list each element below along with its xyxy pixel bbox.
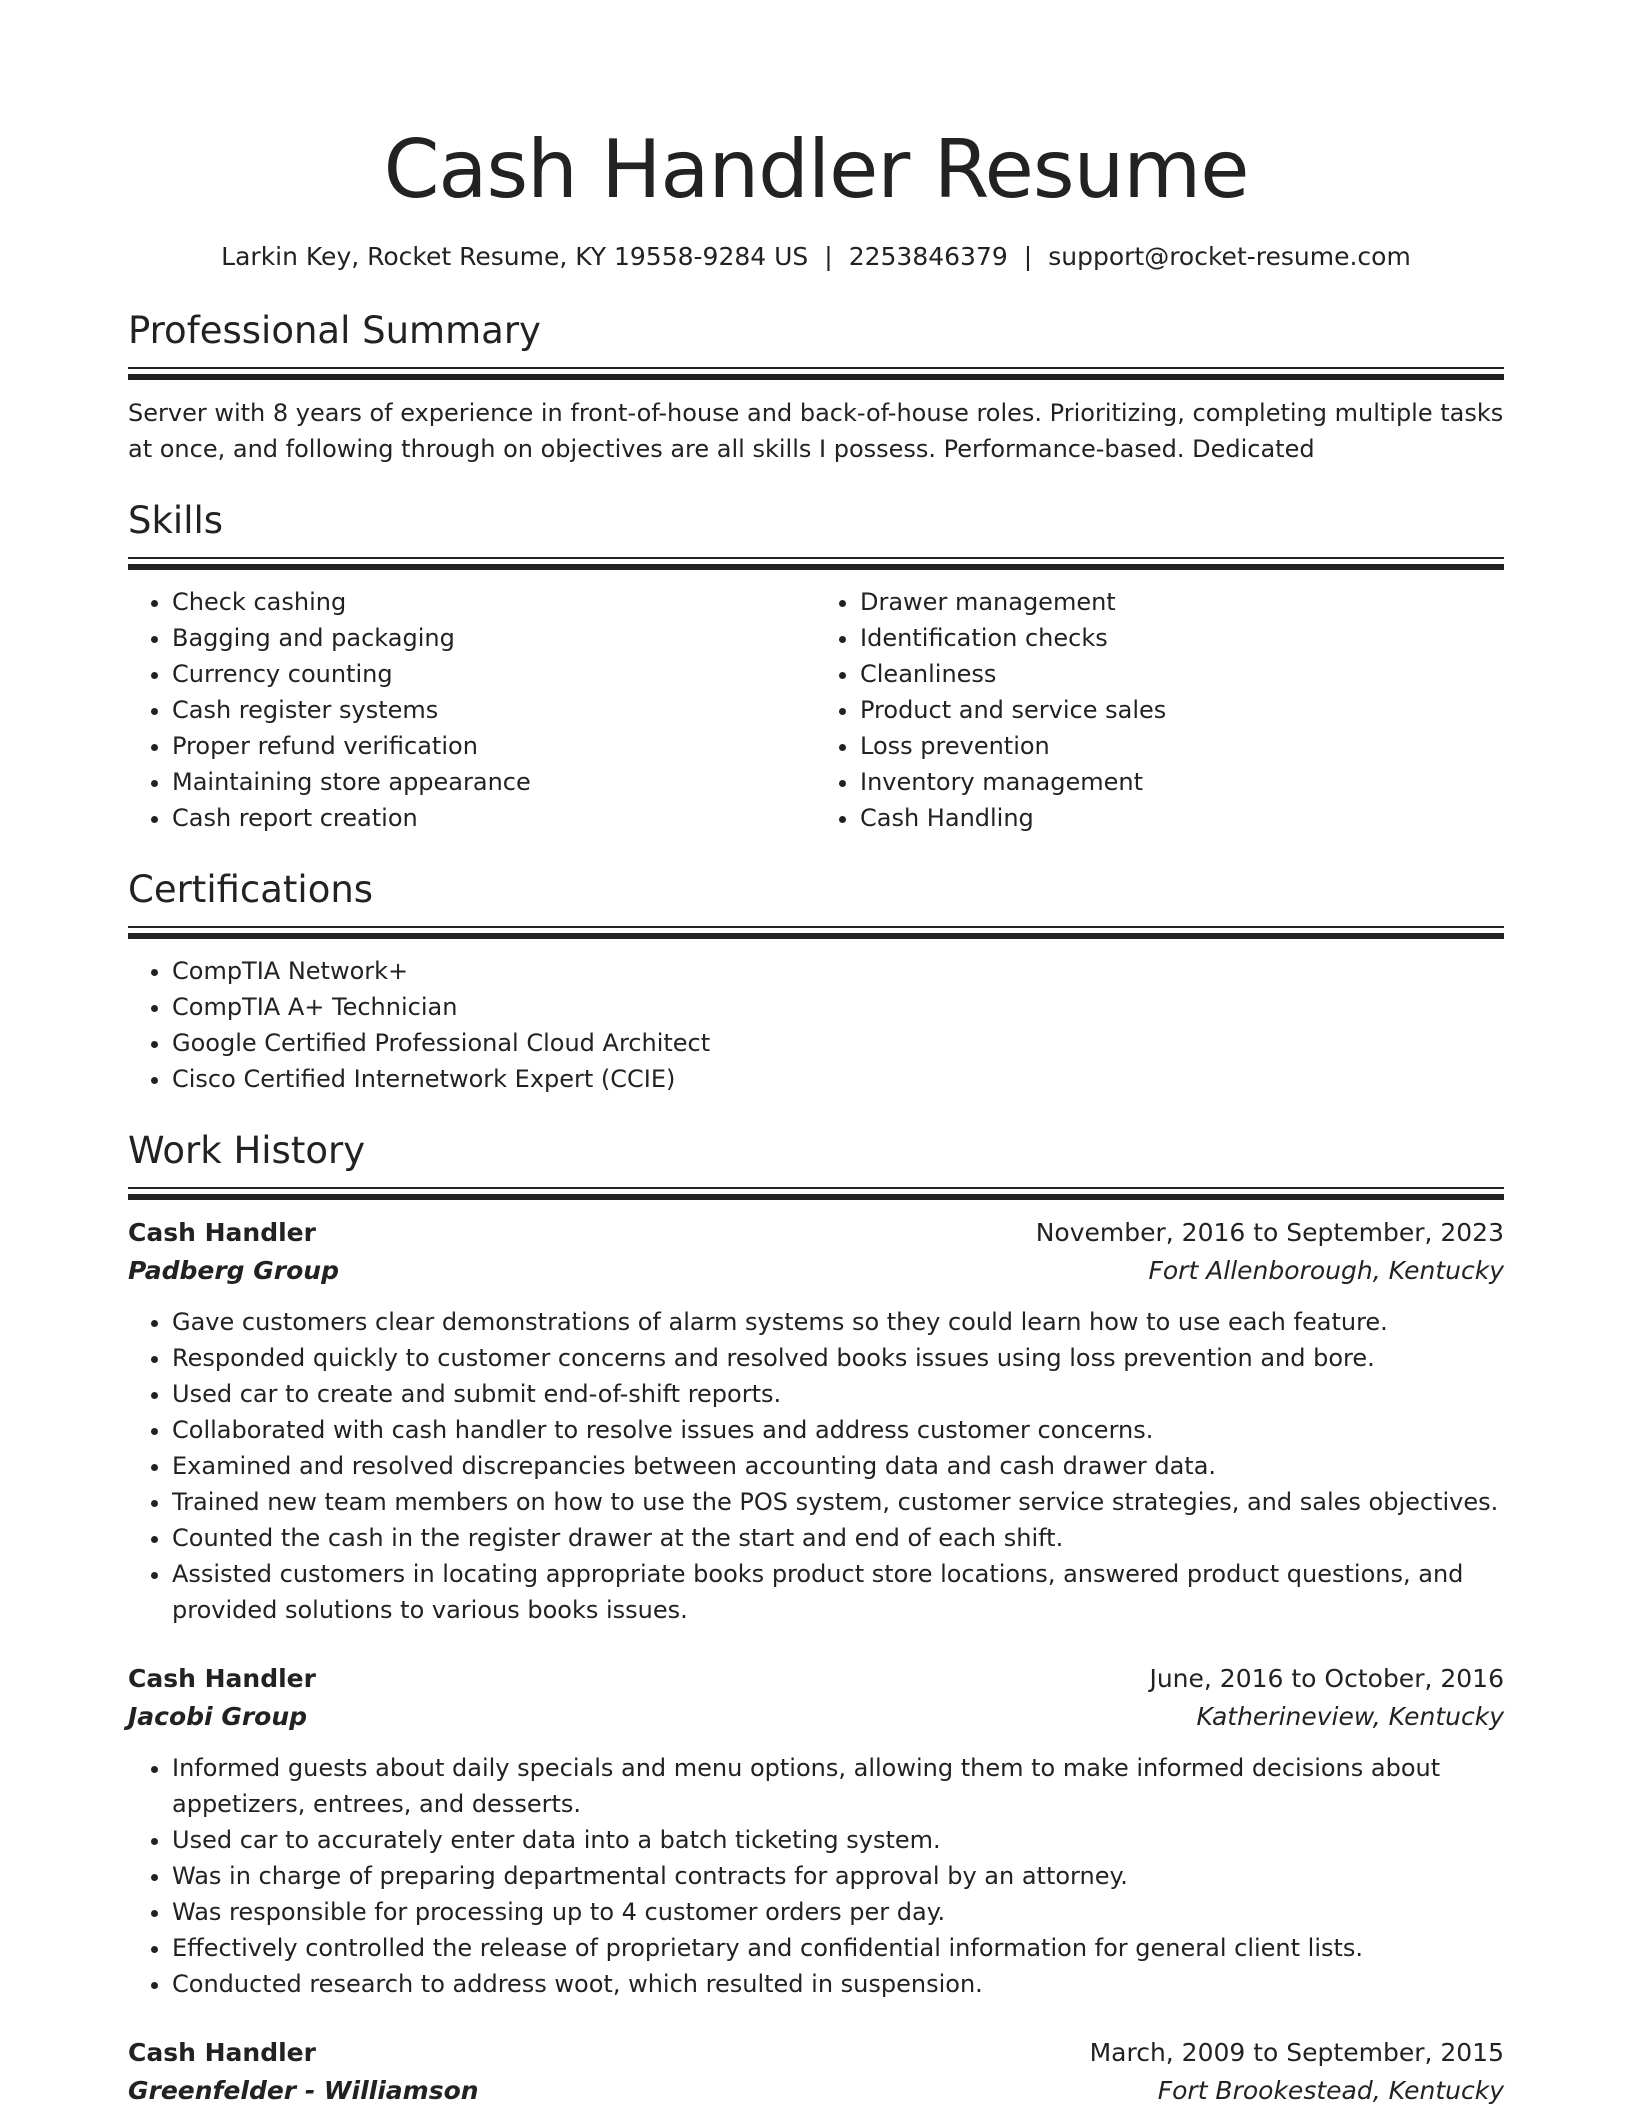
section-heading-summary: Professional Summary	[128, 309, 541, 352]
job-company: Padberg Group	[128, 1256, 339, 1285]
job-location: Fort Brookestead, Kentucky	[1157, 2076, 1504, 2105]
contact-separator: |	[1023, 242, 1033, 271]
certification-item: • Cisco Certified Internetwork Expert (CCIE)	[172, 1061, 1504, 1097]
job-entry	[128, 1214, 1504, 1628]
certification-item: • CompTIA Network+	[172, 953, 1504, 989]
job-header	[128, 1660, 1504, 1698]
skill-item: • Loss prevention	[860, 728, 1504, 764]
job-subheader	[128, 1252, 1504, 1290]
job-header	[128, 2034, 1504, 2072]
resume-title: Cash Handler Resume	[383, 123, 1249, 216]
job-bullet: • Responded quickly to customer concerns and resolved books issues using loss prevention and bore.	[172, 1340, 1504, 1376]
job-bullet: • Counted the cash in the register drawer at the start and end of each shift.	[172, 1520, 1504, 1556]
section-heading-certifications: Certifications	[128, 868, 374, 911]
job-bullet: • Examined and resolved discrepancies between accounting data and cash drawer data.	[172, 1448, 1504, 1484]
job-location: Katherineview, Kentucky	[1196, 1702, 1504, 1731]
certification-item: • CompTIA A+ Technician	[172, 989, 1504, 1025]
section-heading-work-history: Work History	[128, 1129, 366, 1172]
skills-columns	[128, 584, 1504, 836]
skills-list-left	[128, 584, 816, 836]
resume-page	[128, 0, 1504, 2110]
job-bullet: • Trained new team members on how to use the POS system, customer service strategies, and sales objectives.	[172, 1484, 1504, 1520]
job-title: Cash Handler	[128, 1664, 316, 1693]
skill-item: • Check cashing	[172, 584, 816, 620]
skill-item: • Inventory management	[860, 764, 1504, 800]
job-bullet: • Used car to create and submit end-of-shift reports.	[172, 1376, 1504, 1412]
skill-item: • Identification checks	[860, 620, 1504, 656]
contact-email: support@rocket-resume.com	[1048, 242, 1411, 271]
job-bullet: • Conducted research to address woot, which resulted in suspension.	[172, 1966, 1504, 2002]
skill-item: • Bagging and packaging	[172, 620, 816, 656]
section-divider	[128, 926, 1504, 939]
job-title: Cash Handler	[128, 1218, 316, 1247]
summary-text: Server with 8 years of experience in front-of-house and back-of-house roles. Prioritizing, completing multiple tasks at once, and following through on objectives are all skills I possess. Performance-based. Dedicated	[128, 399, 1504, 463]
job-dates: March, 2009 to September, 2015	[1089, 2038, 1504, 2067]
job-company: Greenfelder - Williamson	[128, 2076, 479, 2105]
skill-item: • Cash Handling	[860, 800, 1504, 836]
job-bullet: • Informed guests about daily specials and menu options, allowing them to make informed decisions about appetizers, entrees, and desserts.	[172, 1750, 1504, 1822]
job-bullet: • Was responsible for processing up to 4 customer orders per day.	[172, 1894, 1504, 1930]
job-bullet-list	[128, 1750, 1504, 2002]
contact-phone: 2253846379	[848, 242, 1008, 271]
job-bullet: • Was in charge of preparing departmental contracts for approval by an attorney.	[172, 1858, 1504, 1894]
job-bullet: • Collaborated with cash handler to resolve issues and address customer concerns.	[172, 1412, 1504, 1448]
job-title: Cash Handler	[128, 2038, 316, 2067]
job-entry	[128, 2034, 1504, 2110]
summary-section	[128, 307, 1504, 467]
contact-separator: |	[824, 242, 833, 271]
skill-item: • Currency counting	[172, 656, 816, 692]
skill-item: • Cleanliness	[860, 656, 1504, 692]
certifications-list	[128, 953, 1504, 1097]
certification-item: • Google Certified Professional Cloud Architect	[172, 1025, 1504, 1061]
skills-section	[128, 497, 1504, 836]
job-bullet: • Effectively controlled the release of proprietary and confidential information for general client lists.	[172, 1930, 1504, 1966]
skill-item: • Drawer management	[860, 584, 1504, 620]
job-bullet: • Assisted customers in locating appropriate books product store locations, answered product questions, and provided solutions to various books issues.	[172, 1556, 1504, 1628]
job-company: Jacobi Group	[128, 1702, 308, 1731]
job-bullet: • Used car to accurately enter data into a batch ticketing system.	[172, 1822, 1504, 1858]
skill-item: • Cash register systems	[172, 692, 816, 728]
section-divider	[128, 367, 1504, 380]
job-header	[128, 1214, 1504, 1252]
job-dates: June, 2016 to October, 2016	[1149, 1664, 1504, 1693]
skill-item: • Cash report creation	[172, 800, 816, 836]
section-divider	[128, 1187, 1504, 1200]
skills-list-right	[816, 584, 1504, 836]
job-subheader	[128, 1698, 1504, 1736]
section-heading-skills: Skills	[128, 499, 224, 542]
job-entry	[128, 1660, 1504, 2002]
skill-item: • Maintaining store appearance	[172, 764, 816, 800]
job-bullet-list	[128, 1304, 1504, 1628]
job-dates: November, 2016 to September, 2023	[1035, 1218, 1504, 1247]
certifications-section	[128, 866, 1504, 1097]
contact-address: Larkin Key, Rocket Resume, KY 19558-9284 US	[221, 242, 809, 271]
job-bullet: • Gave customers clear demonstrations of alarm systems so they could learn how to use each feature.	[172, 1304, 1504, 1340]
work-history-section	[128, 1127, 1504, 2110]
job-subheader	[128, 2072, 1504, 2110]
skill-item: • Proper refund verification	[172, 728, 816, 764]
skill-item: • Product and service sales	[860, 692, 1504, 728]
contact-line	[128, 240, 1504, 274]
job-location: Fort Allenborough, Kentucky	[1148, 1256, 1504, 1285]
section-divider	[128, 557, 1504, 570]
